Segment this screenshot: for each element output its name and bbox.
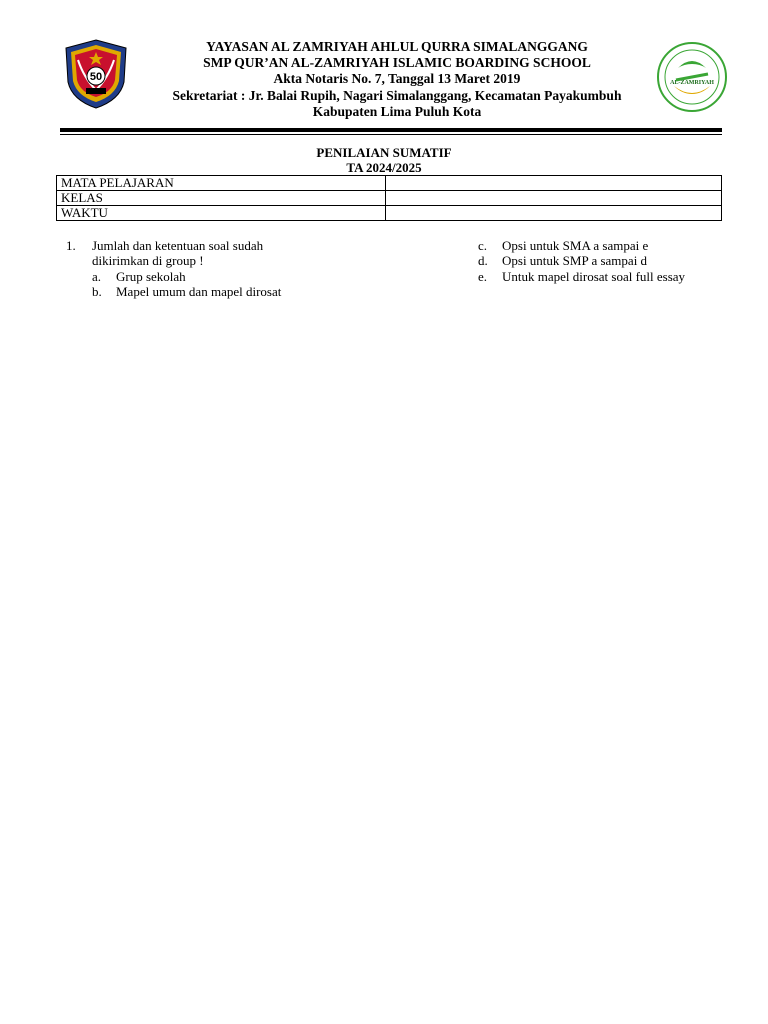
option-letter: a. xyxy=(92,268,102,284)
info-value-subject[interactable] xyxy=(386,176,722,191)
option-text: Opsi untuk SMA a sampai e xyxy=(502,238,649,253)
option-letter: d. xyxy=(478,253,488,269)
option-a[interactable] xyxy=(66,269,396,284)
table-row xyxy=(57,191,722,206)
info-label-class: KELAS xyxy=(57,191,386,206)
option-d[interactable] xyxy=(452,253,752,268)
crest-badge-text: AL-ZAMRIYAH xyxy=(670,80,714,86)
question-column-left xyxy=(66,238,396,299)
regency-emblem-icon xyxy=(62,38,130,110)
question-text-line1: Jumlah dan ketentuan soal sudah xyxy=(92,238,264,253)
secretariat-address: Sekretariat : Jr. Balai Rupih, Nagari Simalanggang, Kecamatan Payakumbuh xyxy=(172,87,622,103)
question-number: 1. xyxy=(66,238,76,253)
info-label-time: WAKTU xyxy=(57,206,386,221)
question-column-right xyxy=(452,238,752,284)
info-value-time[interactable] xyxy=(386,206,722,221)
option-text: Opsi untuk SMP a sampai d xyxy=(502,253,648,269)
info-label-subject: MATA PELAJARAN xyxy=(57,176,386,191)
school-name: SMP QUR’AN AL-ZAMRIYAH ISLAMIC BOARDING SCHOOL xyxy=(203,55,591,71)
notary-deed: Akta Notaris No. 7, Tanggal 13 Maret 2019 xyxy=(273,71,521,87)
question-text-line2: dikirimkan di group ! xyxy=(92,253,204,269)
question-stem xyxy=(66,238,396,253)
info-value-class[interactable] xyxy=(386,191,722,206)
option-letter: b. xyxy=(92,283,102,299)
option-letter: c. xyxy=(478,238,488,253)
option-text: Untuk mapel dirosat soal full essay xyxy=(502,268,686,284)
emblem-badge-text: 50 xyxy=(89,71,103,83)
exam-title-line2: TA 2024/2025 xyxy=(346,160,422,175)
question-text-continuation xyxy=(66,253,396,268)
letterhead xyxy=(130,39,664,120)
option-text: Grup sekolah xyxy=(116,268,186,284)
school-crest-icon xyxy=(656,40,728,114)
exam-info-table xyxy=(56,175,722,221)
option-b[interactable] xyxy=(66,284,396,299)
option-letter: e. xyxy=(478,268,488,284)
table-row xyxy=(57,206,722,221)
table-row xyxy=(57,176,722,191)
option-text: Mapel umum dan mapel dirosat xyxy=(116,283,282,299)
option-e[interactable] xyxy=(452,269,752,284)
option-c[interactable] xyxy=(452,238,752,253)
foundation-name: YAYASAN AL ZAMRIYAH AHLUL QURRA SIMALANGGANG xyxy=(206,39,588,54)
exam-title xyxy=(0,145,768,175)
header-divider-thick xyxy=(60,128,722,132)
header-divider-thin xyxy=(60,134,722,135)
regency-name: Kabupaten Lima Puluh Kota xyxy=(312,103,482,119)
exam-title-line1: PENILAIAN SUMATIF xyxy=(316,145,452,160)
